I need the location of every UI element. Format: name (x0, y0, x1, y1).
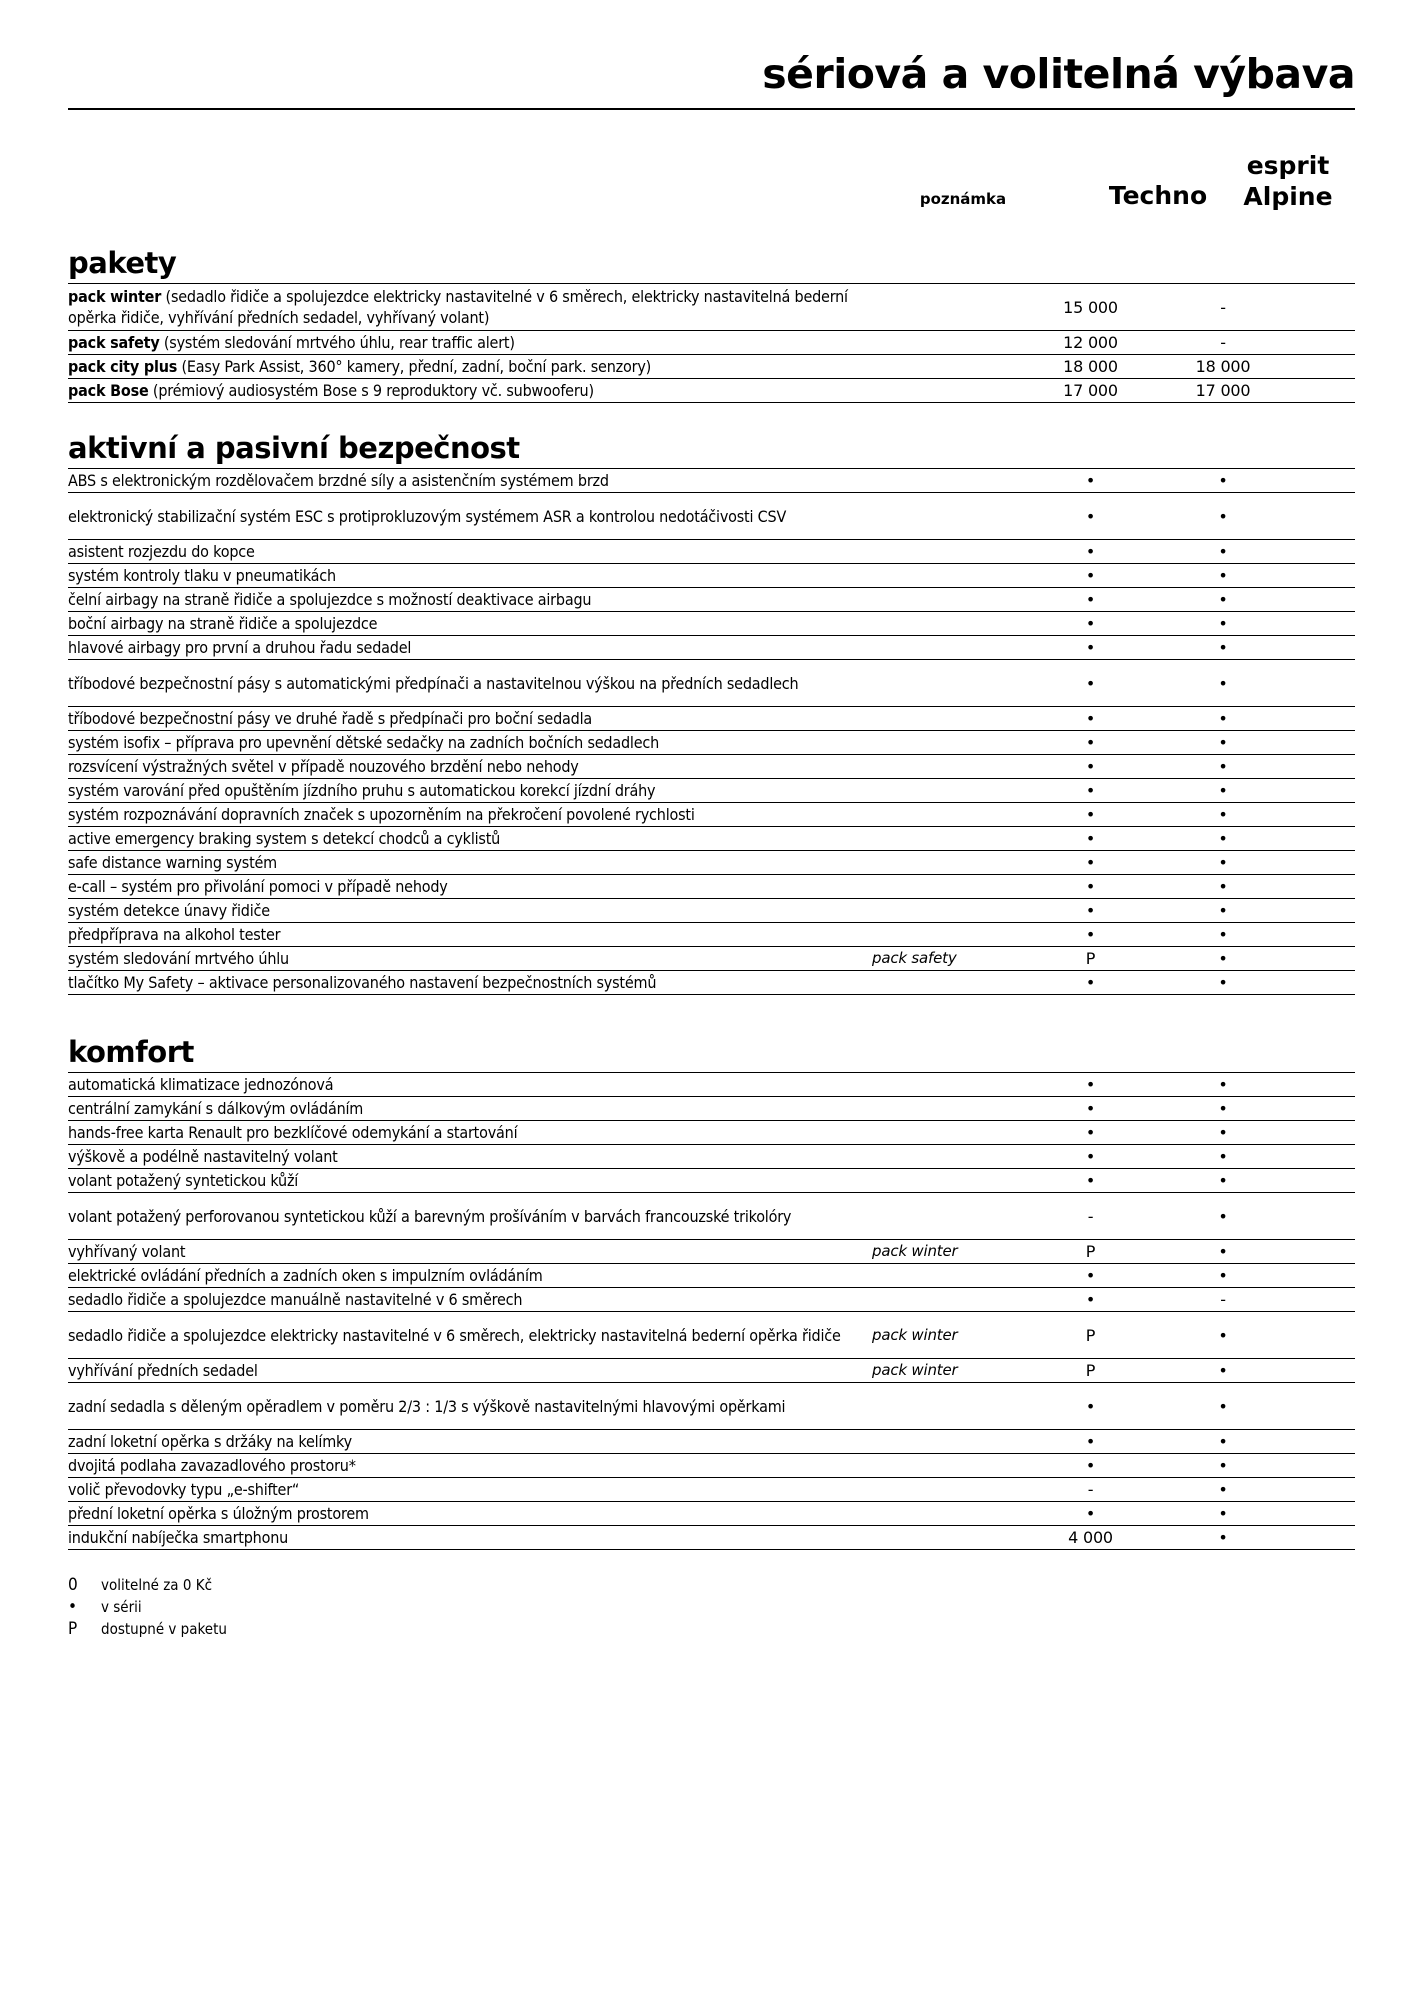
table-row (68, 1526, 1355, 1550)
feature-label (68, 539, 848, 564)
techno-value: • (1085, 829, 1096, 848)
table-row (68, 1312, 1355, 1359)
feature-text: volant potažený perforovanou syntetickou kůží a barevným prošíváním v barvách francouzské trikolóry (68, 1206, 792, 1226)
alpine-value: • (1218, 733, 1228, 752)
feature-label (68, 1287, 848, 1312)
alpine-value: • (1218, 471, 1228, 490)
techno-value: • (1085, 566, 1096, 585)
alpine-value: • (1218, 1123, 1228, 1142)
feature-text: indukční nabíječka smartphonu (68, 1528, 289, 1547)
feature-label (68, 1120, 848, 1145)
feature-text: tlačítko My Safety – aktivace personalizovaného nastavení bezpečnostních systémů (68, 973, 657, 992)
feature-text: (Easy Park Assist, 360° kamery, přední, zadní, boční park. senzory) (177, 357, 652, 376)
feature-label (68, 1096, 848, 1121)
alpine-value: • (1218, 590, 1228, 609)
techno-value: • (1085, 1456, 1096, 1475)
alpine-value: • (1218, 949, 1228, 968)
table-row (68, 564, 1355, 588)
techno-value: • (1085, 506, 1096, 526)
table-row (68, 1240, 1355, 1264)
note-cell: pack safety (872, 949, 957, 967)
feature-label (68, 1429, 848, 1454)
feature-label (68, 706, 848, 731)
feature-text: systém isofix – příprava pro upevnění dětské sedačky na zadních bočních sedadlech (68, 733, 660, 752)
table-row (68, 284, 1355, 331)
techno-value: • (1085, 471, 1096, 490)
techno-value: 15 000 (1063, 297, 1118, 317)
feature-text: výškově a podélně nastavitelný volant (68, 1147, 338, 1166)
legend (68, 1574, 227, 1640)
feature-text: elektrické ovládání předních a zadních oken s impulzním ovládáním (68, 1266, 543, 1285)
feature-label (68, 635, 848, 660)
techno-value: 18 000 (1063, 357, 1118, 376)
techno-value: • (1085, 614, 1096, 633)
feature-label (68, 1204, 848, 1229)
techno-value: • (1085, 1396, 1096, 1416)
note-cell: pack winter (872, 1242, 958, 1260)
legend-symbol: P (68, 1619, 78, 1639)
alpine-value: • (1218, 506, 1228, 526)
package-name: pack winter (68, 287, 162, 306)
feature-text: vyhřívaný volant (68, 1242, 186, 1261)
techno-value: • (1085, 805, 1096, 824)
table-row (68, 469, 1355, 493)
feature-text: dvojitá podlaha zavazadlového prostoru* (68, 1456, 356, 1475)
feature-label (68, 563, 848, 588)
legend-text: dostupné v paketu (101, 1620, 227, 1638)
feature-label (68, 874, 848, 899)
package-name: pack safety (68, 333, 160, 352)
techno-value: P (1085, 1325, 1096, 1345)
feature-label (68, 1263, 848, 1288)
note-cell: pack winter (872, 1361, 958, 1379)
table-row (68, 971, 1355, 995)
alpine-value: • (1218, 1504, 1228, 1523)
techno-value: • (1085, 638, 1096, 657)
column-header-esprit-alpine (1218, 150, 1358, 212)
table-row (68, 899, 1355, 923)
section-packages (68, 243, 1355, 403)
feature-label (68, 587, 848, 612)
alpine-value: • (1218, 1147, 1228, 1166)
feature-label (68, 1323, 848, 1348)
techno-value: • (1085, 1266, 1096, 1285)
table-row (68, 707, 1355, 731)
legend-text: volitelné za 0 Kč (101, 1576, 212, 1594)
note-cell: pack winter (872, 1325, 958, 1344)
legend-item (68, 1596, 227, 1618)
alpine-value: • (1218, 757, 1228, 776)
feature-text: předpříprava na alkohol tester (68, 925, 281, 944)
table-row (68, 1193, 1355, 1240)
table-row (68, 923, 1355, 947)
section-title: aktivní a pasivní bezpečnost (68, 431, 520, 465)
table-row (68, 1264, 1355, 1288)
techno-value: 4 000 (1068, 1528, 1113, 1547)
techno-value: • (1085, 1099, 1096, 1118)
feature-text: systém rozpoznávání dopravních značek s upozorněním na překročení povolené rychlosti (68, 805, 695, 824)
section-rows (68, 468, 1355, 995)
feature-label (68, 1072, 848, 1097)
column-header-techno: Techno (1108, 181, 1208, 210)
feature-text: (systém sledování mrtvého úhlu, rear traffic alert) (159, 333, 515, 352)
alpine-value: • (1218, 614, 1228, 633)
table-row (68, 1145, 1355, 1169)
alpine-value: • (1218, 1206, 1228, 1226)
techno-value: P (1085, 949, 1096, 968)
feature-label (68, 1358, 848, 1383)
section-rows (68, 283, 1355, 403)
techno-value: • (1085, 1432, 1096, 1451)
legend-item (68, 1574, 227, 1596)
techno-value: - (1087, 1480, 1094, 1499)
alpine-value: • (1218, 1528, 1228, 1547)
table-row (68, 379, 1355, 403)
table-row (68, 612, 1355, 636)
feature-label (68, 826, 848, 851)
techno-value: • (1085, 1171, 1096, 1190)
feature-text: elektronický stabilizační systém ESC s protiprokluzovým systémem ASR a kontrolou nedotáčivosti CSV (68, 506, 787, 526)
techno-value: • (1085, 853, 1096, 872)
legend-symbol: 0 (68, 1575, 78, 1595)
feature-label (68, 970, 848, 995)
package-name: pack city plus (68, 357, 178, 376)
alpine-value: • (1218, 1432, 1228, 1451)
feature-label (68, 730, 848, 755)
alpine-value: • (1218, 1171, 1228, 1190)
alpine-value: • (1218, 638, 1228, 657)
package-name: pack Bose (68, 381, 149, 400)
feature-text: centrální zamykání s dálkovým ovládáním (68, 1099, 364, 1118)
feature-text: vyhřívání předních sedadel (68, 1361, 258, 1380)
feature-text: systém detekce únavy řidiče (68, 901, 270, 920)
feature-text: zadní loketní opěrka s držáky na kelímky (68, 1432, 352, 1451)
techno-value: • (1085, 733, 1096, 752)
alpine-value: - (1220, 1290, 1226, 1309)
feature-label (68, 1453, 848, 1478)
alpine-value: • (1218, 1075, 1228, 1094)
techno-value: • (1085, 877, 1096, 896)
feature-label (68, 504, 848, 529)
feature-text: hlavové airbagy pro první a druhou řadu sedadel (68, 638, 412, 657)
feature-text: boční airbagy na straně řidiče a spolujezdce (68, 614, 378, 633)
table-row (68, 540, 1355, 564)
section-title: pakety (68, 246, 177, 280)
techno-value: • (1085, 542, 1096, 561)
techno-value: • (1085, 1147, 1096, 1166)
alpine-value: • (1218, 877, 1228, 896)
table-row (68, 1430, 1355, 1454)
table-row (68, 1502, 1355, 1526)
techno-value: P (1085, 1361, 1096, 1380)
feature-text: active emergency braking system s detekcí chodců a cyklistů (68, 829, 501, 848)
section-title: komfort (68, 1035, 194, 1069)
table-row (68, 947, 1355, 971)
alpine-value: • (1218, 1266, 1228, 1285)
techno-value: • (1085, 781, 1096, 800)
legend-item (68, 1618, 227, 1640)
feature-text: čelní airbagy na straně řidiče a spolujezdce s možností deaktivace airbagu (68, 590, 592, 609)
legend-symbol: • (68, 1597, 78, 1617)
table-row (68, 803, 1355, 827)
techno-value: 12 000 (1063, 333, 1118, 352)
table-row (68, 1121, 1355, 1145)
feature-label (68, 1501, 848, 1526)
feature-label (68, 1525, 848, 1550)
table-row (68, 755, 1355, 779)
table-row (68, 493, 1355, 540)
feature-label (68, 1477, 848, 1502)
feature-text: sedadlo řidiče a spolujezdce manuálně nastavitelné v 6 směrech (68, 1290, 523, 1309)
page-title: sériová a volitelná výbava (762, 50, 1355, 98)
techno-value: • (1085, 1075, 1096, 1094)
feature-label (68, 802, 848, 827)
feature-text: volant potažený syntetickou kůží (68, 1171, 299, 1190)
alpine-value: 17 000 (1195, 381, 1251, 400)
feature-label (68, 850, 848, 875)
feature-text: hands-free karta Renault pro bezklíčové odemykání a startování (68, 1123, 518, 1142)
feature-text: safe distance warning systém (68, 853, 278, 872)
feature-text: asistent rozjezdu do kopce (68, 542, 255, 561)
techno-value: • (1085, 590, 1096, 609)
feature-text: tříbodové bezpečnostní pásy s automatickými předpínači a nastavitelnou výškou na předních sedadlech (68, 673, 799, 693)
feature-label (68, 946, 848, 971)
feature-text: přední loketní opěrka s úložným prostorem (68, 1504, 369, 1523)
alpine-value: • (1218, 1456, 1228, 1475)
feature-label (68, 898, 848, 923)
feature-label (68, 754, 848, 779)
table-row (68, 1169, 1355, 1193)
techno-value: • (1085, 709, 1096, 728)
feature-label (68, 354, 848, 379)
column-header-note: poznámka (919, 190, 1007, 208)
alpine-value: - (1220, 297, 1226, 317)
table-row (68, 636, 1355, 660)
feature-label (68, 611, 848, 636)
alpine-value: • (1218, 853, 1228, 872)
feature-text: rozsvícení výstražných světel v případě nouzového brzdění nebo nehody (68, 757, 579, 776)
feature-label (68, 1239, 848, 1264)
table-row (68, 588, 1355, 612)
techno-value: • (1085, 925, 1096, 944)
techno-value: - (1087, 1206, 1094, 1226)
title-divider (68, 108, 1355, 110)
table-row (68, 875, 1355, 899)
alpine-value: • (1218, 1325, 1228, 1345)
table-row (68, 1097, 1355, 1121)
column-header-alpine-line2: Alpine (1243, 182, 1333, 211)
alpine-value: • (1218, 805, 1228, 824)
feature-text: volič převodovky typu „e-shifter“ (68, 1480, 300, 1499)
feature-label (68, 378, 848, 403)
alpine-value: • (1218, 925, 1228, 944)
section-safety (68, 428, 1355, 995)
alpine-value: • (1218, 901, 1228, 920)
feature-text: systém kontroly tlaku v pneumatikách (68, 566, 336, 585)
alpine-value: • (1218, 1480, 1228, 1499)
alpine-value: - (1220, 333, 1226, 352)
techno-value: • (1085, 1504, 1096, 1523)
table-row (68, 1383, 1355, 1430)
section-rows (68, 1072, 1355, 1550)
feature-text: automatická klimatizace jednozónová (68, 1075, 334, 1094)
techno-value: • (1085, 1290, 1096, 1309)
table-row (68, 779, 1355, 803)
feature-text: systém varování před opuštěním jízdního pruhu s automatickou korekcí jízdní dráhy (68, 781, 656, 800)
alpine-value: • (1218, 709, 1228, 728)
feature-label (68, 1168, 848, 1193)
feature-text: (prémiový audiosystém Bose s 9 reproduktory vč. subwooferu) (148, 381, 594, 400)
table-row (68, 1359, 1355, 1383)
alpine-value: 18 000 (1195, 357, 1251, 376)
techno-value: 17 000 (1063, 381, 1118, 400)
feature-text: systém sledování mrtvého úhlu (68, 949, 289, 968)
column-header-alpine-line1: esprit (1246, 151, 1330, 180)
feature-text: sedadlo řidiče a spolujezdce elektricky nastavitelné v 6 směrech, elektricky nastavitelná bederní opěrka řidiče (68, 1325, 841, 1345)
table-row (68, 1454, 1355, 1478)
alpine-value: • (1218, 973, 1228, 992)
table-row (68, 331, 1355, 355)
table-row (68, 660, 1355, 707)
table-row (68, 1288, 1355, 1312)
feature-text: e-call – systém pro přivolání pomoci v případě nehody (68, 877, 448, 896)
feature-text: tříbodové bezpečnostní pásy ve druhé řadě s předpínači pro boční sedadla (68, 709, 593, 728)
techno-value: • (1085, 757, 1096, 776)
feature-label (68, 778, 848, 803)
table-row (68, 355, 1355, 379)
techno-value: • (1085, 901, 1096, 920)
alpine-value: • (1218, 781, 1228, 800)
table-row (68, 731, 1355, 755)
alpine-value: • (1218, 542, 1228, 561)
feature-label (68, 330, 848, 355)
techno-value: • (1085, 673, 1096, 693)
feature-label (68, 468, 848, 493)
section-comfort (68, 1032, 1355, 1550)
alpine-value: • (1218, 673, 1228, 693)
feature-label (68, 284, 848, 330)
table-row (68, 1073, 1355, 1097)
techno-value: P (1085, 1242, 1096, 1261)
techno-value: • (1085, 1123, 1096, 1142)
alpine-value: • (1218, 1099, 1228, 1118)
feature-label (68, 671, 848, 696)
feature-text: zadní sedadla s děleným opěradlem v poměru 2/3 : 1/3 s výškově nastavitelnými hlavovými opěrkami (68, 1396, 786, 1416)
alpine-value: • (1218, 1396, 1228, 1416)
alpine-value: • (1218, 1361, 1228, 1380)
alpine-value: • (1218, 1242, 1228, 1261)
alpine-value: • (1218, 829, 1228, 848)
table-row (68, 851, 1355, 875)
table-row (68, 827, 1355, 851)
feature-text: (sedadlo řidiče a spolujezdce elektricky nastavitelné v 6 směrech, elektricky nastavitelná bederní opěrka řidiče, vyhřívání předních sedadel, vyhřívaný volant) (68, 287, 848, 327)
feature-text: ABS s elektronickým rozdělovačem brzdné síly a asistenčním systémem brzd (68, 471, 609, 490)
table-row (68, 1478, 1355, 1502)
legend-text: v sérii (101, 1598, 142, 1616)
feature-label (68, 922, 848, 947)
feature-label (68, 1394, 848, 1419)
techno-value: • (1085, 973, 1096, 992)
feature-label (68, 1144, 848, 1169)
alpine-value: • (1218, 566, 1228, 585)
